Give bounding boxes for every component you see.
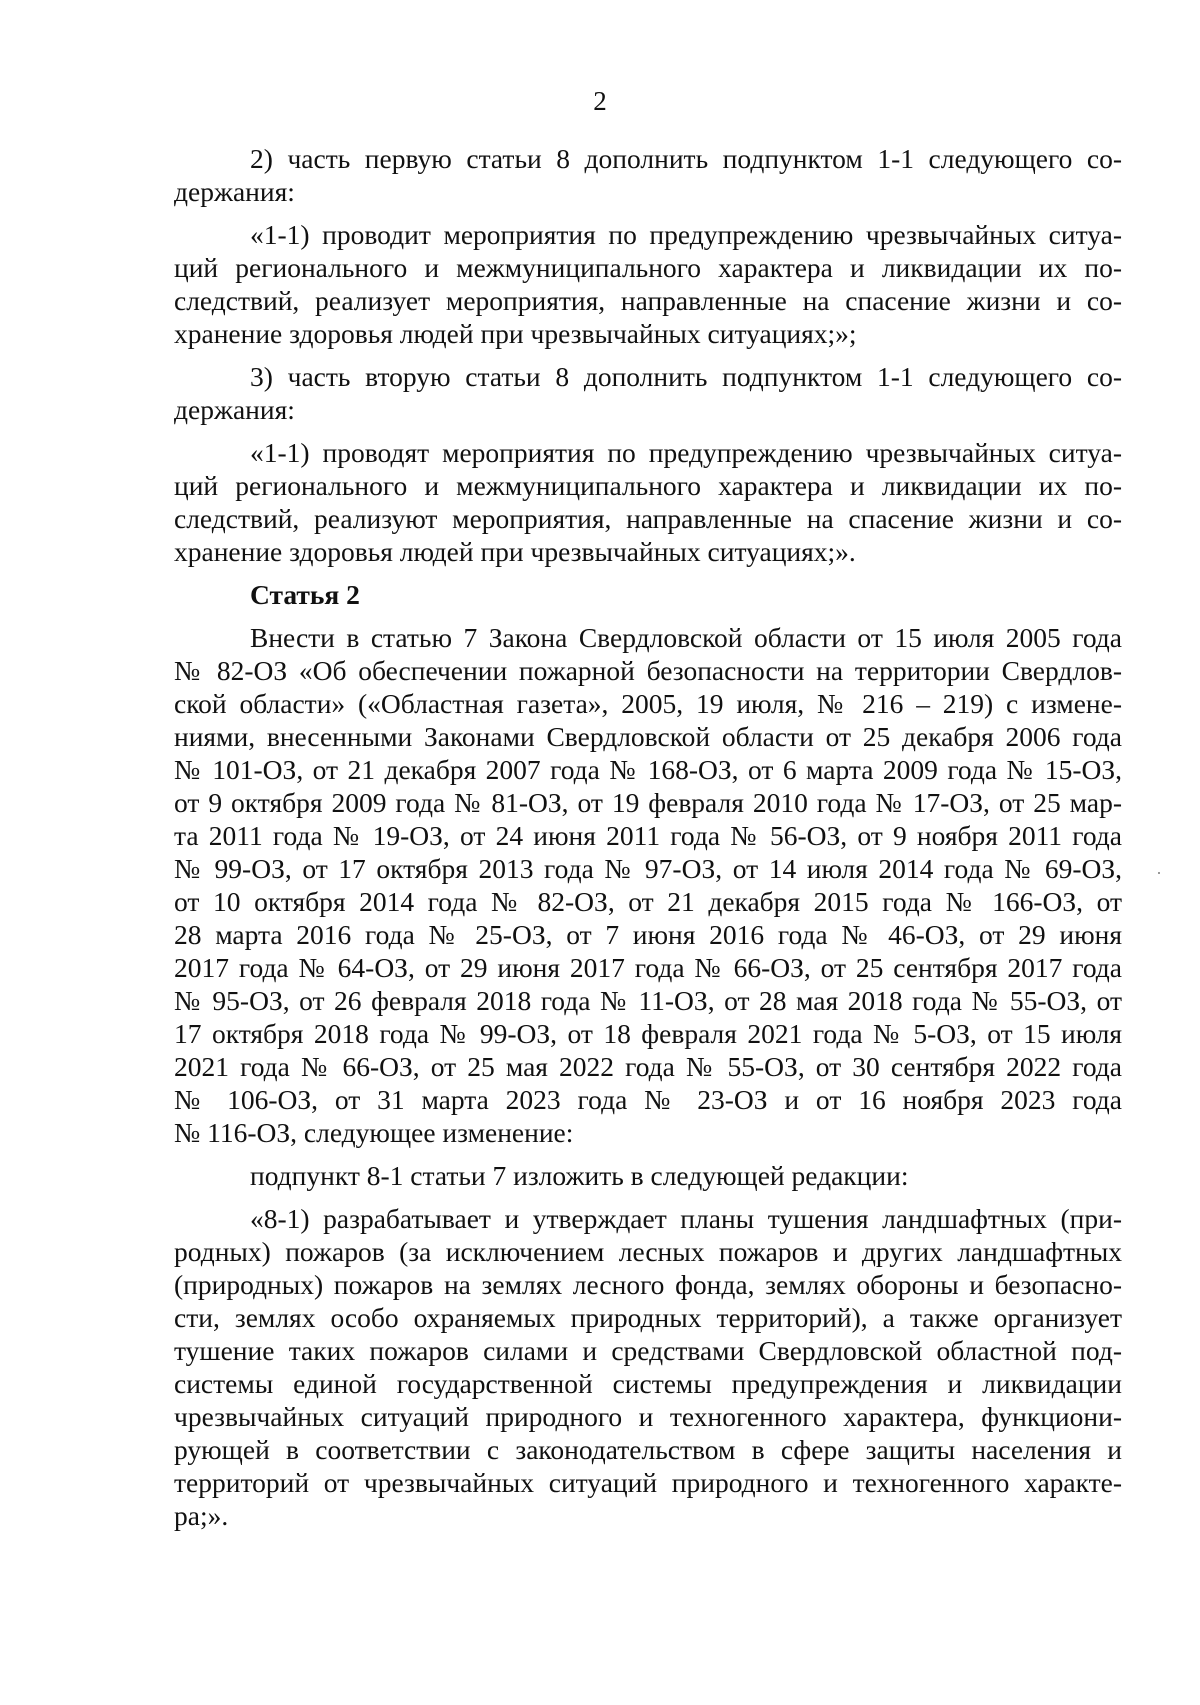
paragraph xyxy=(174,436,1122,568)
text-line: 28 марта 2016 года № 25-ОЗ, от 7 июня 2016 года № 46-ОЗ, от 29 июня xyxy=(174,919,1122,950)
text-line: № 99-ОЗ, от 17 октября 2013 года № 97-ОЗ, от 14 июля 2014 года № 69-ОЗ, xyxy=(174,853,1122,884)
text-line: «1-1) проводят мероприятия по предупреждению чрезвычайных ситуа- xyxy=(250,437,1122,468)
text-line: ций регионального и межмуниципального характера и ликвидации их по- xyxy=(174,470,1122,501)
text-line: от 10 октября 2014 года № 82-ОЗ, от 21 декабря 2015 года № 166-ОЗ, от xyxy=(174,886,1122,917)
text-line: территорий от чрезвычайных ситуаций природного и техногенного характе- xyxy=(174,1467,1122,1498)
text-line: следствий, реализует мероприятия, направленные на спасение жизни и со- xyxy=(174,285,1122,316)
paragraph xyxy=(174,1202,1122,1532)
text-line: родных) пожаров (за исключением лесных пожаров и других ландшафтных xyxy=(174,1236,1122,1267)
text-line: 17 октября 2018 года № 99-ОЗ, от 18 февраля 2021 года № 5-ОЗ, от 15 июля xyxy=(174,1018,1122,1049)
text-line: 3) часть вторую статьи 8 дополнить подпунктом 1-1 следующего со- xyxy=(250,361,1122,392)
paragraph xyxy=(174,621,1122,1149)
text-line: «1-1) проводит мероприятия по предупреждению чрезвычайных ситуа- xyxy=(250,219,1122,250)
text-line: чрезвычайных ситуаций природного и техногенного характера, функциони- xyxy=(174,1401,1122,1432)
text-line: от 9 октября 2009 года № 81-ОЗ, от 19 февраля 2010 года № 17-ОЗ, от 25 мар- xyxy=(174,787,1122,818)
text-line: держания: xyxy=(174,176,295,207)
article-heading: Статья 2 xyxy=(250,579,360,610)
scan-speck xyxy=(1158,872,1160,874)
amendments-section xyxy=(174,142,1122,568)
text-line: следствий, реализуют мероприятия, направленные на спасение жизни и со- xyxy=(174,503,1122,534)
text-line: 2) часть первую статьи 8 дополнить подпунктом 1-1 следующего со- xyxy=(250,143,1122,174)
text-line: (природных) пожаров на землях лесного фонда, землях обороны и безопасно- xyxy=(174,1269,1122,1300)
text-line: № 82-ОЗ «Об обеспечении пожарной безопасности на территории Свердлов- xyxy=(174,655,1122,686)
text-line: рующей в соответствии с законодательством в сфере защиты населения и xyxy=(174,1434,1122,1465)
paragraph xyxy=(174,218,1122,350)
text-line: хранение здоровья людей при чрезвычайных ситуациях;»; xyxy=(174,318,857,349)
text-line: та 2011 года № 19-ОЗ, от 24 июня 2011 года № 56-ОЗ, от 9 ноября 2011 года xyxy=(174,820,1122,851)
text-line: Внести в статью 7 Закона Свердловской области от 15 июля 2005 года xyxy=(250,622,1122,653)
text-line: 2017 года № 64-ОЗ, от 29 июня 2017 года № 66-ОЗ, от 25 сентября 2017 года xyxy=(174,952,1122,983)
text-line: хранение здоровья людей при чрезвычайных ситуациях;». xyxy=(174,536,856,567)
text-line: № 106-ОЗ, от 31 марта 2023 года № 23-ОЗ и от 16 ноября 2023 года xyxy=(174,1084,1122,1115)
text-line: тушение таких пожаров силами и средствами Свердловской областной под- xyxy=(174,1335,1122,1366)
text-line: № 101-ОЗ, от 21 декабря 2007 года № 168-ОЗ, от 6 марта 2009 года № 15-ОЗ, xyxy=(174,754,1122,785)
article-2-section xyxy=(174,621,1122,1532)
text-line: № 116-ОЗ, следующее изменение: xyxy=(174,1117,574,1148)
text-line: системы единой государственной системы предупреждения и ликвидации xyxy=(174,1368,1122,1399)
text-line: № 95-ОЗ, от 26 февраля 2018 года № 11-ОЗ, от 28 мая 2018 года № 55-ОЗ, от xyxy=(174,985,1122,1016)
text-line: «8-1) разрабатывает и утверждает планы тушения ландшафтных (при- xyxy=(250,1203,1122,1234)
paragraph xyxy=(174,360,1122,426)
text-line: ской области» («Областная газета», 2005, 19 июля, № 216 – 219) с измене- xyxy=(174,688,1122,719)
text-line: сти, землях особо охраняемых природных территорий), а также организует xyxy=(174,1302,1122,1333)
text-line: ниями, внесенными Законами Свердловской области от 25 декабря 2006 года xyxy=(174,721,1122,752)
text-line: ра;». xyxy=(174,1500,229,1531)
document-body xyxy=(174,142,1122,1542)
text-line: держания: xyxy=(174,394,295,425)
text-line: 2021 года № 66-ОЗ, от 25 мая 2022 года № 55-ОЗ, от 30 сентября 2022 года xyxy=(174,1051,1122,1082)
page-number: 2 xyxy=(593,86,607,116)
paragraph xyxy=(174,142,1122,208)
text-line: подпункт 8-1 статьи 7 изложить в следующей редакции: xyxy=(250,1160,909,1191)
paragraph xyxy=(174,1159,1122,1192)
text-line: ций регионального и межмуниципального характера и ликвидации их по- xyxy=(174,252,1122,283)
